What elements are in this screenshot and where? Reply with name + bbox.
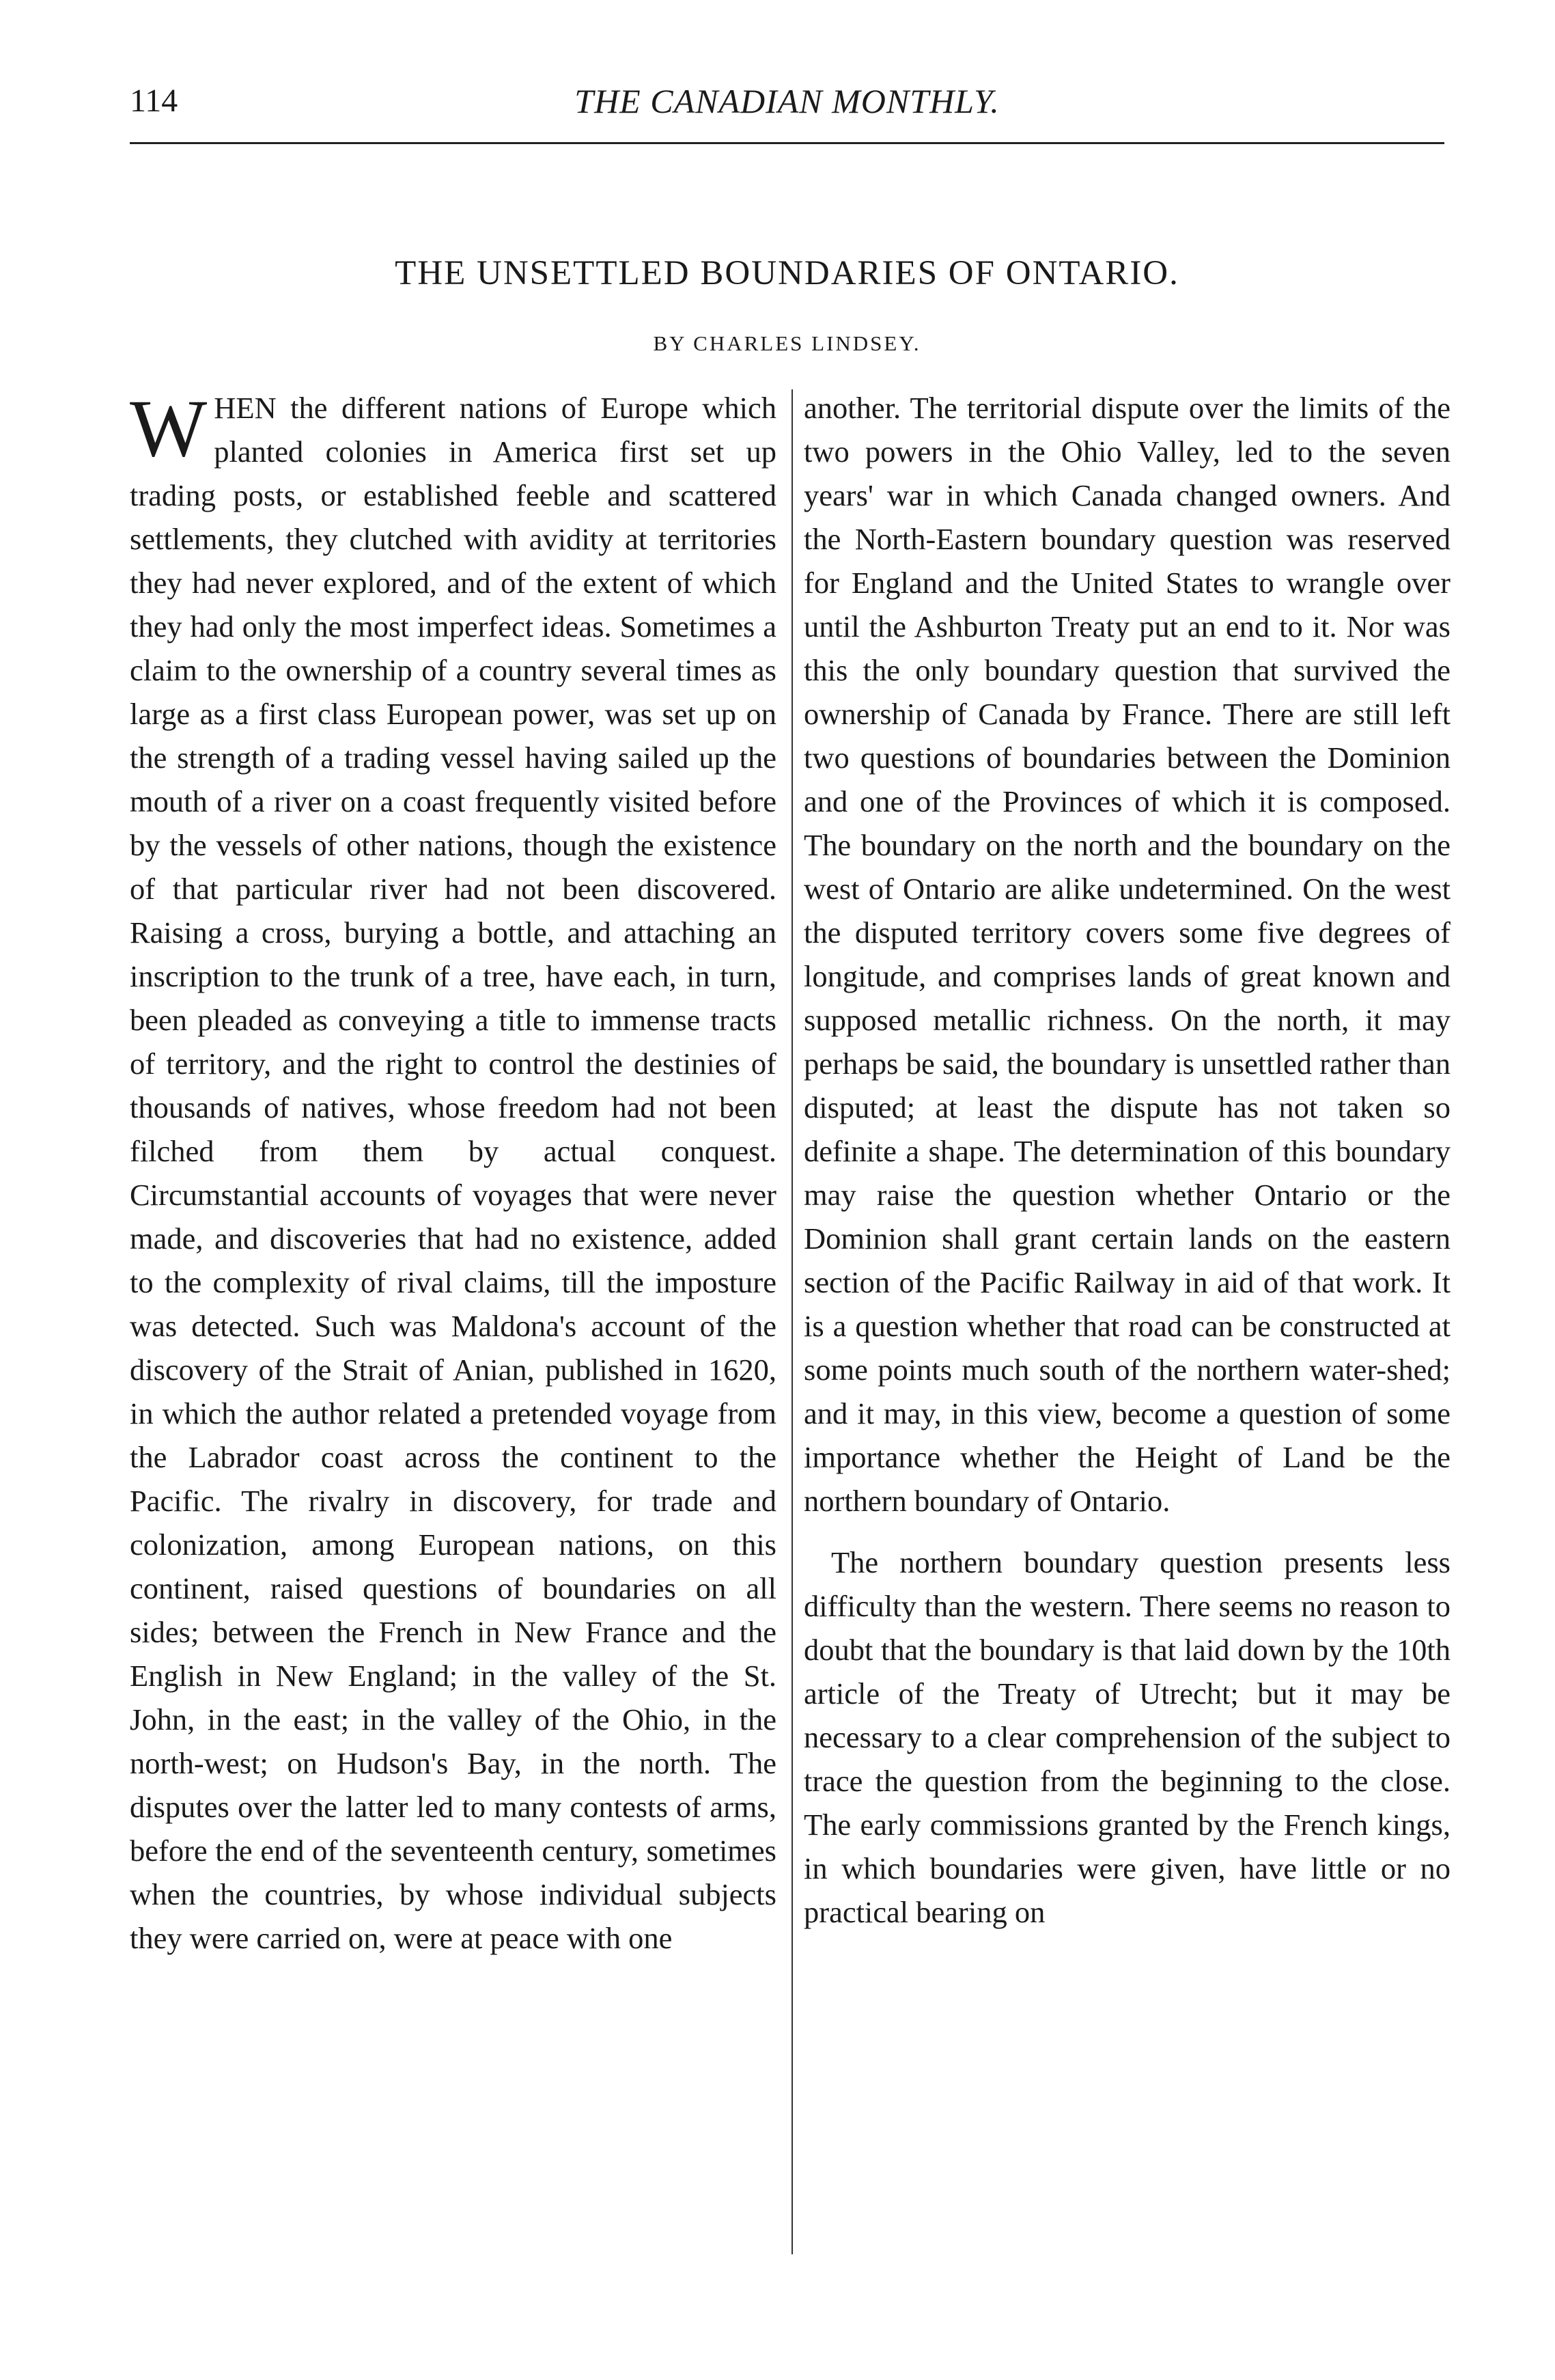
right-paragraph-1: another. The territorial dispute over the limits of the two powers in the Ohio Valley, led to the seven years' war in which Canada changed owners. And the North-Eastern boundary question was reserved for England and the United States to wrangle over until the Ashburton Treaty put an end to it. Nor was this the only boundary question that survived the ownership of Canada by France. There are still left two questions of boundaries between the Dominion and one of the Provinces of which it is composed. The boundary on the north and the boundary on the west of Ontario are alike undetermined. On the west the disputed territory covers some five degrees of longitude, and comprises lands of great known and supposed metallic richness. On the north, it may perhaps be said, the boundary is unsettled rather than disputed; at least the dispute has not taken so definite a shape. The determination of this boundary may raise the question whether Ontario or the Dominion shall grant certain lands on the eastern section of the Pacific Railway in aid of that work. It is a question whether that road can be constructed at some points much south of the northern water-shed; and it may, in this view, become a question of some importance whether the Height of Land be the northern boundary of Ontario.: [804, 391, 1451, 1518]
journal-title: THE CANADIAN MONTHLY.: [574, 82, 1000, 120]
article-title: THE UNSETTLED BOUNDARIES OF ONTARIO.: [395, 254, 1179, 292]
column-divider: [791, 389, 793, 2254]
right-paragraph-2: The northern boundary question presents less difficulty than the western. There seems no reason to doubt that the boundary is that laid down by the 10th article of the Treaty of Utrecht; but it may be necessary to a clear comprehension of the subject to trace the question from the beginning to the close. The early commissions granted by the French kings, in which boundaries were given, have little or no practical bearing on: [804, 1545, 1451, 1929]
drop-cap: W: [130, 383, 208, 473]
running-head: [130, 74, 1444, 128]
left-paragraph-1-text: HEN the different nations of Europe which planted colonies in America first set up trading posts, or established feeble and scattered settlements, they clutched with avidity at territories they had never explored, and of the extent of which they had only the most imperfect ideas. Sometimes a claim to the ownership of a country several times as large as a first class European power, was set up on the strength of a trading vessel having sailed up the mouth of a river on a coast frequently visited before by the vessels of other nations, though the existence of that particular river had not been discovered. Raising a cross, burying a bottle, and attaching an inscription to the trunk of a tree, have each, in turn, been pleaded as conveying a title to immense tracts of territory, and the right to control the destinies of thousands of natives, whose freedom had not been filched from them by actual conquest. Circumstantial accounts of voyages that were never made, and discoveries that had no existence, added to the complexity of rival claims, till the imposture was detected. Such was Maldona's account of the discovery of the Strait of Anian, published in 1620, in which the author related a pretended voyage from the Labrador coast across the continent to the Pacific. The rivalry in discovery, for trade and colonization, among European nations, on this continent, raised questions of boundaries on all sides; between the French in New France and the English in New England; in the valley of the St. John, in the east; in the valley of the Ohio, in the north-west; on Hudson's Bay, in the north. The disputes over the latter led to many contests of arms, before the end of the seventeenth century, sometimes when the countries, by whose individual subjects they were carried on, were at peace with one: [130, 391, 776, 1955]
page-number: 114: [130, 83, 178, 119]
left-column: [130, 383, 776, 1960]
article-byline: BY CHARLES LINDSEY.: [653, 331, 921, 355]
right-column: [804, 386, 1451, 1934]
header-rule: [130, 142, 1444, 144]
left-paragraph-1: [130, 383, 776, 1960]
